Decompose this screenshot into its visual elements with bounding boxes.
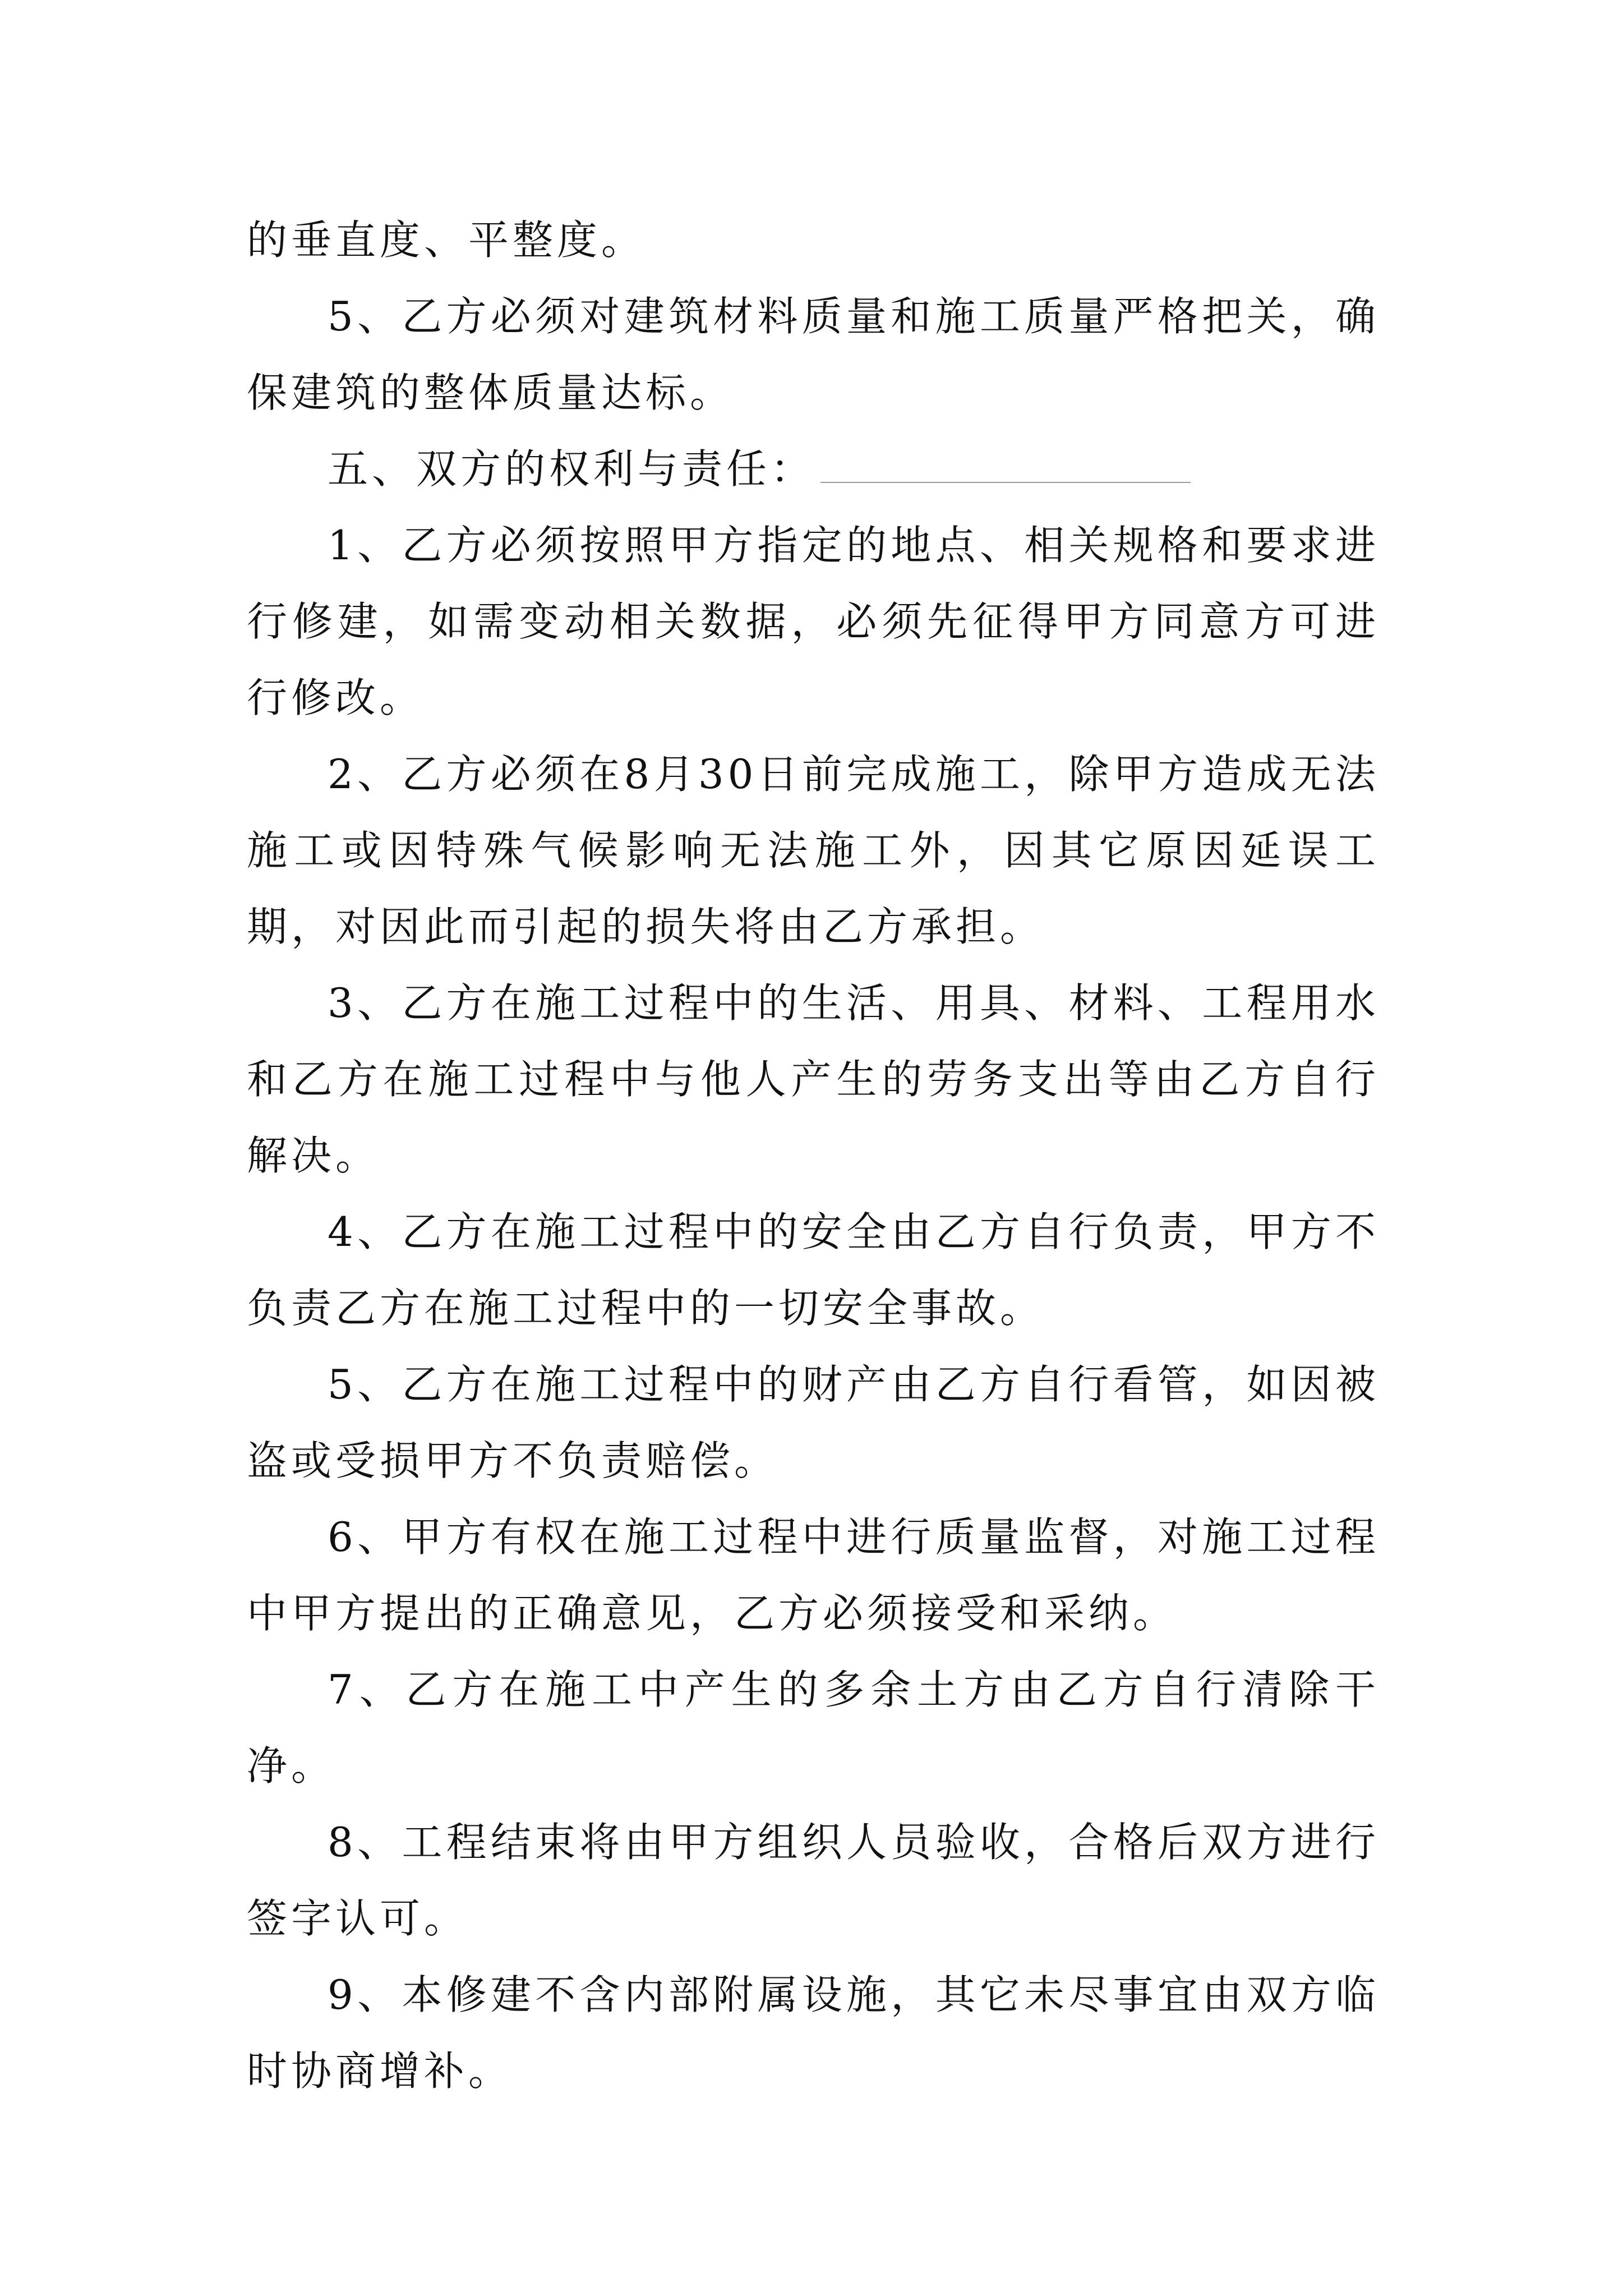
fill-in-blank-line <box>820 448 1191 483</box>
section-heading-rights <box>247 431 1380 507</box>
paragraph-clause-5-9: 9、本修建不含内部附属设施，其它未尽事宜由双方临时协商增补。 <box>247 1971 1380 2095</box>
paragraph-clause-4-5: 5、乙方必须对建筑材料质量和施工质量严格把关，确保建筑的整体质量达标。 <box>247 293 1380 416</box>
section-heading-text: 五、双方的权利与责任： <box>328 445 815 493</box>
paragraph-clause-5-8: 8、工程结束将由甲方组织人员验收，合格后双方进行签字认可。 <box>247 1819 1380 1942</box>
paragraph-clause-5-4: 4、乙方在施工过程中的安全由乙方自行负责，甲方不负责乙方在施工过程中的一切安全事故。 <box>247 1208 1380 1332</box>
paragraph-clause-5-5: 5、乙方在施工过程中的财产由乙方自行看管，如因被盗或受损甲方不负责赔偿。 <box>247 1361 1380 1484</box>
paragraph-clause-5-2: 2、乙方必须在8月30日前完成施工，除甲方造成无法施工或因特殊气候影响无法施工外，因其它原因延误工期，对因此而引起的损失将由乙方承担。 <box>247 751 1380 950</box>
paragraph-clause-5-1: 1、乙方必须按照甲方指定的地点、相关规格和要求进行修建，如需变动相关数据，必须先征得甲方同意方可进行修改。 <box>247 522 1380 721</box>
document-body <box>247 202 1380 2109</box>
paragraph-clause-5-6: 6、甲方有权在施工过程中进行质量监督，对施工过程中甲方提出的正确意见，乙方必须接受和采纳。 <box>247 1513 1380 1637</box>
paragraph-continuation: 的垂直度、平整度。 <box>247 217 646 264</box>
paragraph-clause-5-7: 7、乙方在施工中产生的多余土方由乙方自行清除干净。 <box>247 1666 1380 1789</box>
paragraph-clause-5-3: 3、乙方在施工过程中的生活、用具、材料、工程用水和乙方在施工过程中与他人产生的劳务支出等由乙方自行解决。 <box>247 979 1380 1179</box>
